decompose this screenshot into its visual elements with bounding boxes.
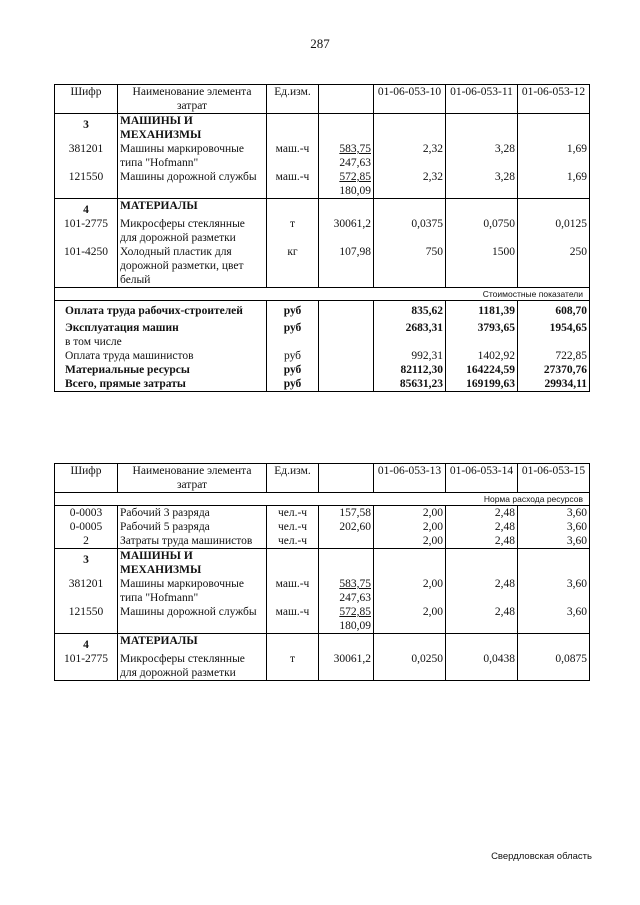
row-value: 1,69	[566, 143, 587, 155]
price-main: 30061,2	[333, 653, 371, 665]
row-value: 2,00	[374, 605, 446, 634]
summary-unit: руб	[267, 377, 319, 392]
summary-label: Оплата труда машинистов	[55, 349, 267, 363]
header-column: 01-06-053-10	[374, 85, 446, 114]
row-value: 0,0375	[374, 217, 446, 245]
row-code: 101-2775	[55, 217, 118, 245]
row-value	[374, 549, 446, 578]
row-price	[319, 142, 374, 170]
header-column: 01-06-053-15	[518, 464, 590, 493]
section-row	[55, 634, 590, 653]
row-value: 250	[569, 246, 587, 258]
row-name: Машины дорожной службы	[118, 170, 267, 199]
price-main: 572,85	[339, 171, 371, 183]
price-main: 572,85	[339, 606, 371, 618]
summary-value: 722,85	[555, 350, 587, 362]
summary-value: 85631,23	[374, 377, 446, 392]
row-value: 2,00	[374, 534, 446, 549]
row-price	[319, 245, 374, 288]
table-row	[55, 605, 590, 634]
row-unit	[267, 199, 319, 218]
price-secondary: 247,63	[339, 592, 371, 604]
summary-unit	[267, 335, 319, 349]
row-price	[319, 520, 374, 534]
summary-unit: руб	[267, 301, 319, 319]
row-name: МАШИНЫ И МЕХАНИЗМЫ	[118, 114, 267, 143]
row-value: 2,32	[374, 170, 446, 199]
summary-value: 835,62	[374, 301, 446, 319]
row-value: 3,60	[566, 535, 587, 547]
row-value	[518, 114, 590, 143]
row-price	[319, 170, 374, 199]
row-unit: т	[267, 217, 319, 245]
row-value: 0,0250	[374, 652, 446, 681]
row-price	[319, 114, 374, 143]
summary-value	[518, 335, 590, 349]
summary-value: 29934,11	[544, 378, 587, 390]
header-unit: Ед.изм.	[267, 85, 319, 114]
row-code: 381201	[55, 577, 118, 605]
summary-unit: руб	[267, 318, 319, 335]
row-value: 2,48	[446, 520, 518, 534]
summary-row	[55, 363, 590, 377]
row-code: 121550	[55, 170, 118, 199]
row-value: 3,28	[446, 142, 518, 170]
row-name: Машины маркировочные типа "Hofmann"	[118, 577, 267, 605]
table-row	[55, 652, 590, 681]
price-main: 30061,2	[333, 218, 371, 230]
row-unit	[267, 634, 319, 653]
row-name: Машины дорожной службы	[118, 605, 267, 634]
row-value: 3,60	[566, 606, 587, 618]
row-code: 4	[55, 634, 118, 653]
summary-value: 3793,65	[446, 318, 518, 335]
price-main: 583,75	[339, 143, 371, 155]
row-code: 101-2775	[55, 652, 118, 681]
row-value: 0,0125	[555, 218, 587, 230]
subheader-row	[55, 493, 590, 506]
row-unit: чел.-ч	[267, 534, 319, 549]
row-name: Рабочий 5 разряда	[118, 520, 267, 534]
row-code: 2	[55, 534, 118, 549]
summary-label: в том числе	[55, 335, 267, 349]
row-price	[319, 534, 374, 549]
row-value: 0,0438	[446, 652, 518, 681]
price-secondary: 180,09	[339, 185, 371, 197]
row-value: 0,0750	[446, 217, 518, 245]
row-value	[446, 199, 518, 218]
row-name: Микросферы стеклянные для дорожной разметки	[118, 652, 267, 681]
price-secondary: 180,09	[339, 620, 371, 632]
header-code: Шифр	[55, 85, 118, 114]
row-value: 2,32	[374, 142, 446, 170]
row-value	[518, 549, 590, 578]
summary-row	[55, 349, 590, 363]
header-column: 01-06-053-14	[446, 464, 518, 493]
row-value: 1500	[446, 245, 518, 288]
region-footer: Свердловская область	[491, 851, 592, 862]
header-name: Наименование элемента затрат	[118, 85, 267, 114]
summary-row	[55, 335, 590, 349]
row-value: 2,48	[446, 506, 518, 521]
table-row	[55, 520, 590, 534]
row-unit: кг	[267, 245, 319, 288]
row-price	[319, 652, 374, 681]
row-value	[446, 114, 518, 143]
summary-label: Эксплуатация машин	[55, 318, 267, 335]
header-column: 01-06-053-13	[374, 464, 446, 493]
row-code: 0-0003	[55, 506, 118, 521]
price-main: 583,75	[339, 578, 371, 590]
table-row	[55, 170, 590, 199]
row-value: 750	[374, 245, 446, 288]
row-value: 3,60	[566, 578, 587, 590]
row-unit: т	[267, 652, 319, 681]
row-unit: чел.-ч	[267, 506, 319, 521]
summary-value: 82112,30	[374, 363, 446, 377]
row-value: 2,48	[446, 577, 518, 605]
summary-value: 169199,63	[446, 377, 518, 392]
row-unit	[267, 549, 319, 578]
summary-value: 1402,92	[446, 349, 518, 363]
summary-label: Оплата труда рабочих-строителей	[55, 301, 267, 319]
row-unit: маш.-ч	[267, 577, 319, 605]
summary-value: 2683,31	[374, 318, 446, 335]
row-value: 2,00	[374, 577, 446, 605]
row-name: Рабочий 3 разряда	[118, 506, 267, 521]
price-main: 157,58	[339, 507, 371, 519]
row-value: 3,60	[566, 521, 587, 533]
row-value: 0,0875	[555, 653, 587, 665]
row-code: 3	[55, 549, 118, 578]
table-header	[55, 464, 590, 493]
row-code: 121550	[55, 605, 118, 634]
subheader-label: Стоимостные показатели	[55, 288, 590, 301]
norms-table-2	[54, 463, 590, 681]
table-row	[55, 245, 590, 288]
summary-value: 608,70	[555, 305, 587, 317]
summary-row	[55, 377, 590, 392]
summary-label: Материальные ресурсы	[55, 363, 267, 377]
row-value: 2,48	[446, 534, 518, 549]
row-value: 1,69	[566, 171, 587, 183]
summary-row	[55, 318, 590, 335]
row-unit: маш.-ч	[267, 170, 319, 199]
row-name: Машины маркировочные типа "Hofmann"	[118, 142, 267, 170]
row-value	[446, 634, 518, 653]
header-column: 01-06-053-11	[446, 85, 518, 114]
row-value	[374, 199, 446, 218]
table-row	[55, 217, 590, 245]
summary-unit: руб	[267, 363, 319, 377]
header-unit: Ед.изм.	[267, 464, 319, 493]
table-row	[55, 534, 590, 549]
row-code: 101-4250	[55, 245, 118, 288]
header-price	[319, 85, 374, 114]
row-value	[518, 634, 590, 653]
summary-price	[319, 363, 374, 377]
row-unit: маш.-ч	[267, 142, 319, 170]
summary-value	[446, 335, 518, 349]
summary-unit: руб	[267, 349, 319, 363]
row-value	[446, 549, 518, 578]
price-secondary: 247,63	[339, 157, 371, 169]
section-row	[55, 114, 590, 143]
summary-label: Всего, прямые затраты	[55, 377, 267, 392]
summary-price	[319, 301, 374, 319]
row-price	[319, 506, 374, 521]
row-value	[374, 634, 446, 653]
summary-value: 1954,65	[549, 322, 587, 334]
row-code: 0-0005	[55, 520, 118, 534]
section-row	[55, 549, 590, 578]
table-header	[55, 85, 590, 114]
price-main: 107,98	[339, 246, 371, 258]
row-price	[319, 199, 374, 218]
summary-value	[374, 335, 446, 349]
row-value: 2,48	[446, 605, 518, 634]
header-price	[319, 464, 374, 493]
subheader-label: Норма расхода ресурсов	[55, 493, 590, 506]
summary-price	[319, 377, 374, 392]
row-name: МАТЕРИАЛЫ	[118, 634, 267, 653]
norms-table-1	[54, 84, 590, 392]
row-unit: маш.-ч	[267, 605, 319, 634]
page-number: 287	[310, 36, 330, 51]
price-main: 202,60	[339, 521, 371, 533]
row-value: 3,28	[446, 170, 518, 199]
table-row	[55, 506, 590, 521]
section-row	[55, 199, 590, 218]
summary-value: 992,31	[374, 349, 446, 363]
header-name: Наименование элемента затрат	[118, 464, 267, 493]
summary-value: 27370,76	[543, 364, 587, 376]
header-column: 01-06-053-12	[518, 85, 590, 114]
header-code: Шифр	[55, 464, 118, 493]
row-price	[319, 217, 374, 245]
table-row	[55, 142, 590, 170]
summary-value: 164224,59	[446, 363, 518, 377]
row-price	[319, 634, 374, 653]
row-price	[319, 605, 374, 634]
row-value	[374, 114, 446, 143]
row-name: МАТЕРИАЛЫ	[118, 199, 267, 218]
row-value	[518, 199, 590, 218]
row-value: 2,00	[374, 520, 446, 534]
summary-price	[319, 318, 374, 335]
table-row	[55, 577, 590, 605]
row-code: 4	[55, 199, 118, 218]
summary-price	[319, 335, 374, 349]
row-value: 2,00	[374, 506, 446, 521]
summary-price	[319, 349, 374, 363]
row-name: Микросферы стеклянные для дорожной разметки	[118, 217, 267, 245]
row-code: 381201	[55, 142, 118, 170]
summary-value: 1181,39	[446, 301, 518, 319]
row-unit: чел.-ч	[267, 520, 319, 534]
row-name: Затраты труда машинистов	[118, 534, 267, 549]
row-price	[319, 549, 374, 578]
row-unit	[267, 114, 319, 143]
row-name: Холодный пластик для дорожной разметки, цвет белый	[118, 245, 267, 288]
row-price	[319, 577, 374, 605]
row-value: 3,60	[566, 507, 587, 519]
row-code: 3	[55, 114, 118, 143]
summary-row	[55, 301, 590, 319]
row-name: МАШИНЫ И МЕХАНИЗМЫ	[118, 549, 267, 578]
subheader-row	[55, 288, 590, 301]
